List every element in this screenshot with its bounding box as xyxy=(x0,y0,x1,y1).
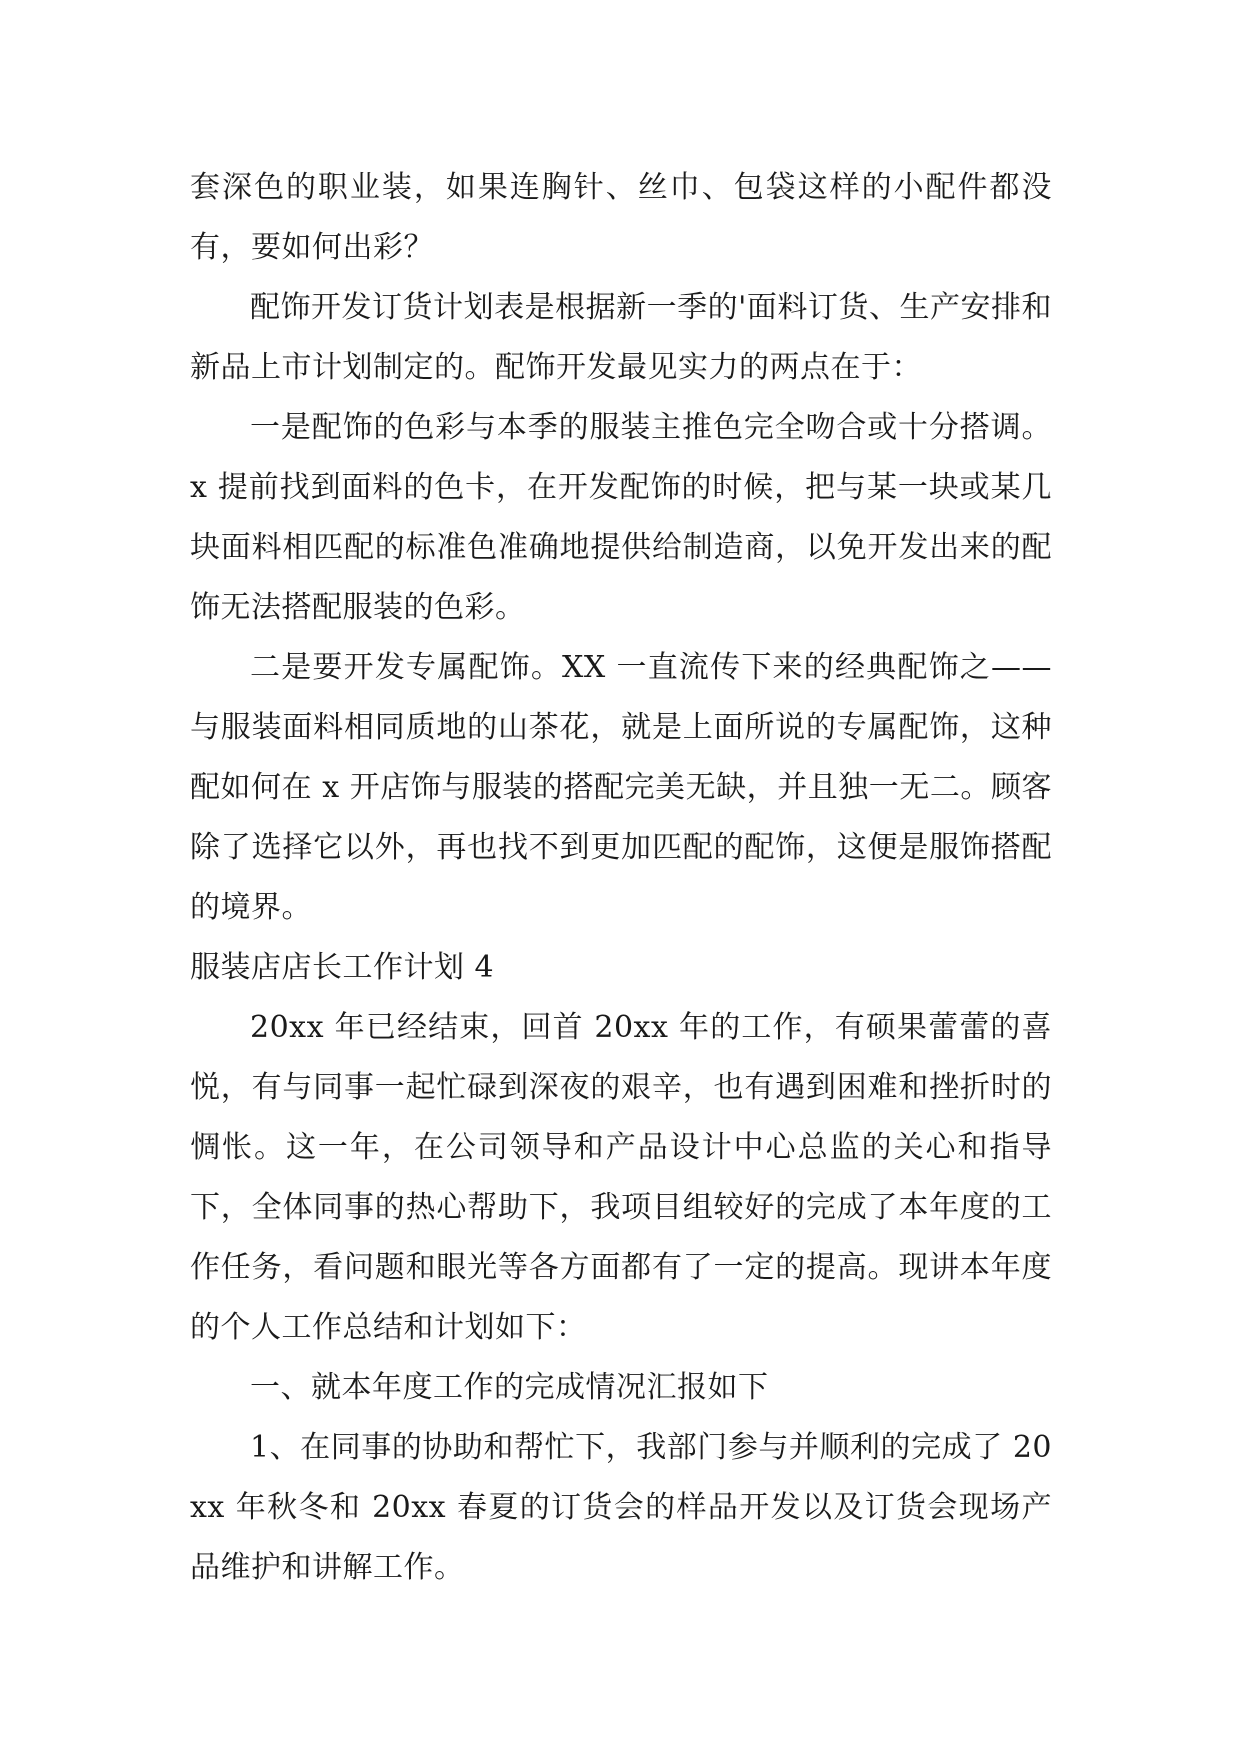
paragraph-1: 套深色的职业装，如果连胸针、丝巾、包袋这样的小配件都没有，要如何出彩？ xyxy=(190,170,1052,265)
paragraph-6: 一、就本年度工作的完成情况汇报如下 xyxy=(250,1370,769,1405)
section-heading: 服装店店长工作计划 4 xyxy=(190,950,495,985)
paragraph-5: 20xx 年已经结束，回首 20xx 年的工作，有硕果蕾蕾的喜悦，有与同事一起忙碌到深夜的艰辛，也有遇到困难和挫折时的惆怅。这一年，在公司领导和产品设计中心总监的关心和指导下，全体同事的热心帮助下，我项目组较好的完成了本年度的工作任务，看问题和眼光等各方面都有了一定的提高。现讲本年度的个人工作总结和计划如下： xyxy=(190,1010,1052,1345)
document-body xyxy=(190,158,1052,1598)
paragraph-2: 配饰开发订货计划表是根据新一季的'面料订货、生产安排和新品上市计划制定的。配饰开发最见实力的两点在于： xyxy=(190,290,1052,385)
paragraph-7: 1、在同事的协助和帮忙下，我部门参与并顺利的完成了 20xx 年秋冬和 20xx 春夏的订货会的样品开发以及订货会现场产品维护和讲解工作。 xyxy=(190,1430,1052,1585)
paragraph-3: 一是配饰的色彩与本季的服装主推色完全吻合或十分搭调。x 提前找到面料的色卡，在开发配饰的时候，把与某一块或某几块面料相匹配的标准色准确地提供给制造商，以免开发出来的配饰无法搭配服装的色彩。 xyxy=(190,410,1052,625)
paragraph-4: 二是要开发专属配饰。XX 一直流传下来的经典配饰之——与服装面料相同质地的山茶花，就是上面所说的专属配饰，这种配如何在 x 开店饰与服装的搭配完美无缺，并且独一无二。顾客除了选择它以外，再也找不到更加匹配的配饰，这便是服饰搭配的境界。 xyxy=(190,650,1052,925)
